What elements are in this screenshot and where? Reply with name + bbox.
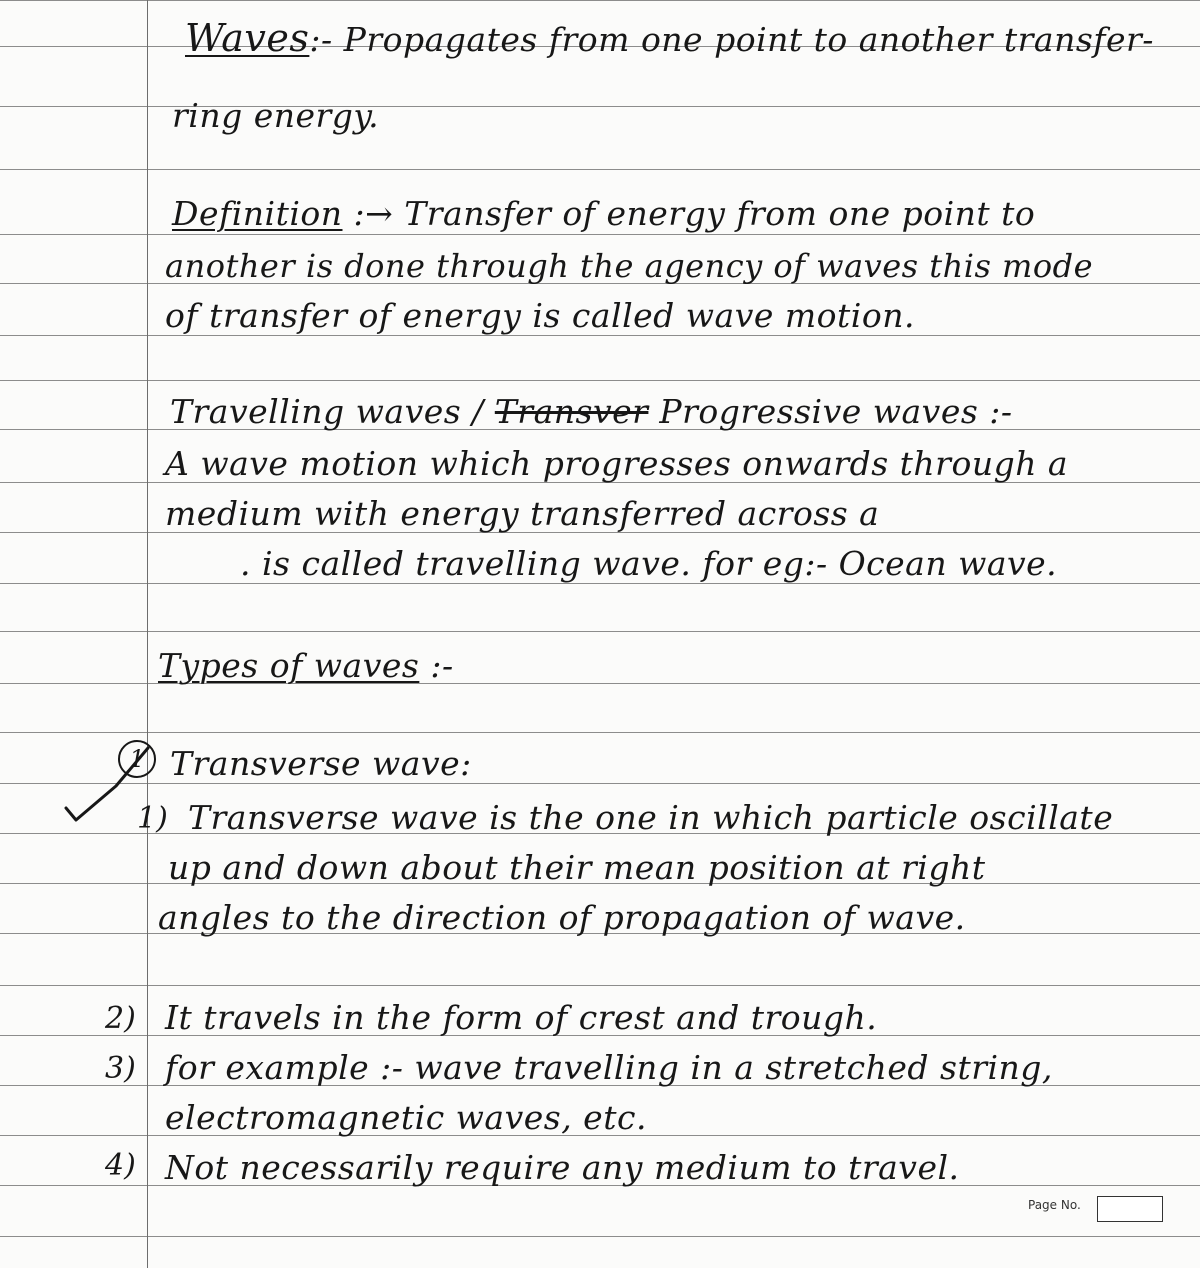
point-number-1: 1) bbox=[137, 801, 168, 836]
waves-separator: :- bbox=[309, 20, 344, 59]
waves-heading-line bbox=[185, 18, 1154, 60]
travelling-heading bbox=[170, 392, 1013, 432]
definition-line3: of transfer of energy is called wave motion. bbox=[165, 296, 915, 335]
travelling-line1: A wave motion which progresses onwards through a bbox=[165, 444, 1069, 483]
page-number-label: Page No. bbox=[1028, 1198, 1081, 1212]
ruled-line bbox=[0, 985, 1200, 986]
ruled-line bbox=[0, 0, 1200, 1]
travelling-heading-b: Progressive waves :- bbox=[648, 392, 1013, 431]
definition-separator: :→ bbox=[342, 194, 405, 233]
types-suffix: :- bbox=[419, 646, 454, 685]
travelling-heading-a: Travelling waves / bbox=[170, 392, 495, 431]
point-number-4: 4) bbox=[105, 1148, 136, 1183]
point-1-line1: Transverse wave is the one in which particle oscillate bbox=[188, 798, 1114, 837]
ruled-line bbox=[0, 234, 1200, 235]
ruled-line bbox=[0, 380, 1200, 381]
point-3-line2: electromagnetic waves, etc. bbox=[165, 1098, 647, 1137]
struck-word: Transver bbox=[494, 392, 649, 431]
waves-text: Propagates from one point to another transfer- bbox=[343, 20, 1154, 59]
travelling-line2: medium with energy transferred across a bbox=[165, 494, 880, 533]
ruled-line bbox=[0, 1236, 1200, 1237]
margin-line bbox=[147, 0, 148, 1268]
definition-label: Definition bbox=[172, 194, 343, 233]
transverse-heading: Transverse wave: bbox=[170, 744, 472, 783]
point-3-line1: for example :- wave travelling in a stretched string, bbox=[165, 1048, 1053, 1087]
definition-text: Transfer of energy from one point to bbox=[404, 194, 1036, 233]
point-1-line3: angles to the direction of propagation of wave. bbox=[158, 898, 966, 937]
types-heading-line bbox=[158, 646, 454, 686]
waves-text-line2: ring energy. bbox=[172, 96, 380, 135]
section-number-circle: 1 bbox=[118, 740, 156, 778]
point-4-line1: Not necessarily require any medium to travel. bbox=[165, 1148, 960, 1187]
point-number-2: 2) bbox=[105, 1001, 136, 1036]
definition-line1 bbox=[172, 194, 1035, 234]
page-number-box bbox=[1097, 1196, 1163, 1222]
travelling-line3: . is called travelling wave. for eg:- Ocean wave. bbox=[240, 544, 1058, 583]
point-1-line2: up and down about their mean position at right bbox=[168, 848, 986, 887]
types-heading: Types of waves bbox=[158, 646, 420, 685]
waves-title: Waves bbox=[185, 16, 310, 60]
ruled-line bbox=[0, 169, 1200, 170]
ruled-line bbox=[0, 732, 1200, 733]
point-2-line1: It travels in the form of crest and trough. bbox=[165, 998, 878, 1037]
ruled-line bbox=[0, 631, 1200, 632]
definition-line2: another is done through the agency of waves this mode bbox=[165, 247, 1094, 285]
point-number-3: 3) bbox=[105, 1051, 136, 1086]
